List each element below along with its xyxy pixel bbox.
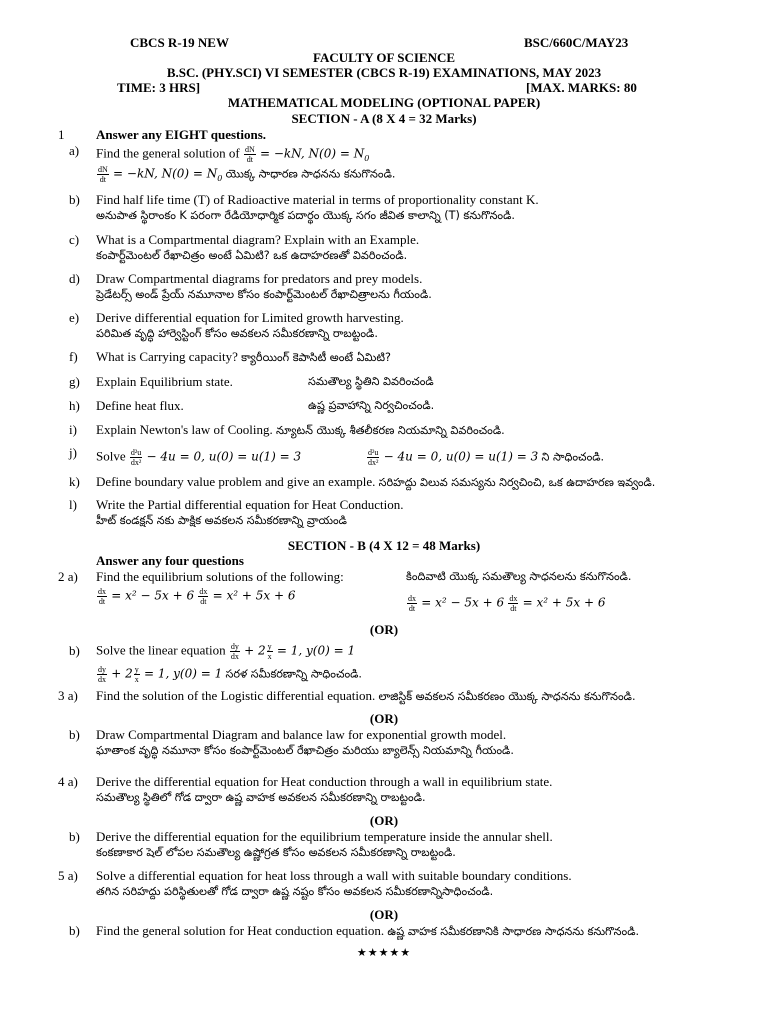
section-a-instruction: Answer any EIGHT questions. (96, 127, 267, 142)
q1g-label: g) (69, 374, 80, 389)
q1c-telugu: కంపార్ట్‌మెంటల్ రేఖాచిత్రం అంటే ఏమిటి? ఒక ఉదాహరణతో వివరించండి. (96, 249, 408, 262)
section-a-title: SECTION - A (8 X 4 = 32 Marks) (291, 111, 477, 126)
faculty-title: FACULTY OF SCIENCE (312, 50, 456, 65)
q1b-telugu: అనుపాత స్థిరాంకం K పరంగా రేడియోధార్మిక పదార్థం యొక్క సగం జీవిత కాలాన్ని (T) కనుగొనండి. (96, 209, 515, 222)
q2a-equations: $\frac{dx}{dt}$ = x² − 5x + 6 $\frac{dx}{dt}$ = x² + 5x + 6 (98, 587, 296, 606)
q1d-english: Draw Compartmental diagrams for predators and prey models. (96, 271, 423, 286)
q1d-telugu: ప్రెడేటర్స్ అండ్ ప్రేయ్ నమూనాల కోసం కంపార్ట్‌మెంటల్ రేఖాచిత్రాలను గీయండి. (96, 288, 432, 301)
section-b-title: SECTION - B (4 X 12 = 48 Marks) (287, 538, 481, 553)
q3b-english: Draw Compartmental Diagram and balance law for exponential growth model. (96, 727, 507, 742)
q5b-text: Find the general solution for Heat conduction equation. ఉష్ణ వాహక సమీకరణానికి సాధారణ సాధనను కనుగొనండి. (96, 923, 640, 938)
q1h-telugu: ఉష్ణ ప్రవాహాన్ని నిర్వచించండి. (308, 399, 435, 412)
q1k-label: k) (69, 474, 80, 489)
course-code: CBCS R-19 NEW (130, 35, 229, 50)
q1h-label: h) (69, 398, 80, 413)
end-stars: ★★★★★ (356, 947, 412, 959)
q1f-text: What is Carrying capacity? క్యారీయింగ్ కెపాసిటీ అంటే ఏమిటి? (96, 349, 391, 364)
q1f-label: f) (69, 349, 78, 364)
q1b-label: b) (69, 192, 80, 207)
q3a-text: Find the solution of the Logistic differential equation. లాజిస్టిక్ అవకలన సమీకరణం యొక్క సాధనను కనుగొనండి. (96, 688, 636, 703)
q1j-english: Solve $\frac{\text{d²u}}{\text{dx²}}$ − 4u = 0, u(0) = u(1) = 3 (96, 448, 302, 467)
question-number: 1 (58, 127, 65, 142)
q2a-english: Find the equilibrium solutions of the following: (96, 569, 344, 584)
or-separator: (OR) (369, 907, 399, 922)
q1j-telugu: $\frac{\text{d²u}}{\text{dx²}}$ − 4u = 0, u(0) = u(1) = 3 ని సాధించండి. (368, 448, 605, 467)
q4a-label: 4 a) (58, 774, 78, 789)
exam-title: B.SC. (PHY.SCI) VI SEMESTER (CBCS R-19) EXAMINATIONS, MAY 2023 (166, 65, 602, 80)
q1l-english: Write the Partial differential equation for Heat Conduction. (96, 497, 404, 512)
section-b-instruction: Answer any four questions (96, 553, 244, 568)
q1i-text: Explain Newton's law of Cooling. న్యూటన్ యొక్క శీతలీకరణ నియమాన్ని వివరించండి. (96, 422, 505, 437)
q1c-label: c) (69, 232, 80, 247)
q2a-telugu: కిందివాటి యొక్క సమతౌల్య సాధనలను కనుగొనండి. (406, 570, 632, 583)
q1c-english: What is a Compartmental diagram? Explain with an Example. (96, 232, 420, 247)
q1a-telugu: $\frac{dN}{dt}$ = −kN, $N(0) = N_0$ యొక్క సాధారణ సాధనను కనుగొనండి. (98, 165, 396, 184)
q1e-telugu: పరిమిత వృద్ధి హార్వెస్టింగ్ కోసం అవకలన సమీకరణాన్ని రాబట్టండి. (96, 327, 378, 340)
q1d-label: d) (69, 271, 80, 286)
q4b-telugu: కంకణాకార షెల్ లోపల సమతౌల్య ఉష్ణోగ్రత కోసం అవకలన సమీకరణాన్ని రాబట్టండి. (96, 846, 456, 859)
q1g-english: Explain Equilibrium state. (96, 374, 233, 389)
q1l-telugu: హీట్ కండక్షన్ నకు పాక్షిక అవకలన సమీకరణాన్ని వ్రాయండి (96, 514, 347, 527)
q1h-english: Define heat flux. (96, 398, 184, 413)
q1l-label: l) (69, 497, 77, 512)
q3b-label: b) (69, 727, 80, 742)
q5a-label: 5 a) (58, 868, 78, 883)
q4a-english: Derive the differential equation for Heat conduction through a wall in equilibrium state. (96, 774, 553, 789)
q5a-telugu: తగిన సరిహద్దు పరిస్థితులతో గోడ ద్వారా ఉష్ణ నష్టం కోసం అవకలన సమీకరణాన్నిసాధించండి. (96, 885, 494, 898)
q1a-english: Find the general solution of $\frac{dN}{dt}$ = −kN, $N(0) = N_0$ (96, 145, 370, 164)
time-allowed: TIME: 3 HRS] (117, 80, 201, 95)
or-separator: (OR) (369, 711, 399, 726)
max-marks: [MAX. MARKS: 80 (526, 80, 637, 95)
paper-code: BSC/660C/MAY23 (524, 35, 629, 50)
or-separator: (OR) (369, 813, 399, 828)
q2b-telugu: $\frac{dy}{dx}$ + 2 $\frac{y}{x}$ = 1, y(0) = 1 సరళ సమీకరణాన్ని సాధించండి. (98, 665, 362, 684)
q1e-label: e) (69, 310, 80, 325)
q4b-english: Derive the differential equation for the equilibrium temperature inside the annular shell. (96, 829, 553, 844)
q2a-equations-telugu-side: $\frac{dx}{dt}$ = x² − 5x + 6 $\frac{dx}{dt}$ = x² + 5x + 6 (408, 594, 606, 613)
q4b-label: b) (69, 829, 80, 844)
q2a-label: 2 a) (58, 569, 78, 584)
q2b-label: b) (69, 643, 80, 658)
q1e-english: Derive differential equation for Limited growth harvesting. (96, 310, 404, 325)
q3b-telugu: ఘాతాంక వృద్ధి నమూనా కోసం కంపార్ట్‌మెంటల్ రేఖాచిత్రం మరియు బ్యాలెన్స్ నియమాన్ని గీయండి. (96, 744, 514, 757)
q5b-label: b) (69, 923, 80, 938)
q1g-telugu: సమతౌల్య స్థితిని వివరించండి (308, 375, 434, 388)
q1j-label: j) (69, 445, 77, 460)
q2b-english: Solve the linear equation $\frac{dy}{dx}$ + 2 $\frac{y}{x}$ = 1, y(0) = 1 (96, 642, 356, 661)
q4a-telugu: సమతౌల్య స్థితిలో గోడ ద్వారా ఉష్ణ వాహక అవకలన సమీకరణాన్ని రాబట్టండి. (96, 791, 426, 804)
q1a-label: a) (69, 143, 80, 158)
or-separator: (OR) (369, 622, 399, 637)
q3a-label: 3 a) (58, 688, 78, 703)
q5a-english: Solve a differential equation for heat loss through a wall with suitable boundary conditions. (96, 868, 572, 883)
q1i-label: i) (69, 422, 77, 437)
paper-title: MATHEMATICAL MODELING (OPTIONAL PAPER) (227, 95, 541, 110)
q1k-text: Define boundary value problem and give an example. సరిహద్దు విలువ సమస్యను నిర్వచించి, ఒక ఉదాహరణ ఇవ్వండి. (96, 474, 656, 489)
q1b-english: Find half life time (T) of Radioactive material in terms of proportionality constant K. (96, 192, 539, 207)
